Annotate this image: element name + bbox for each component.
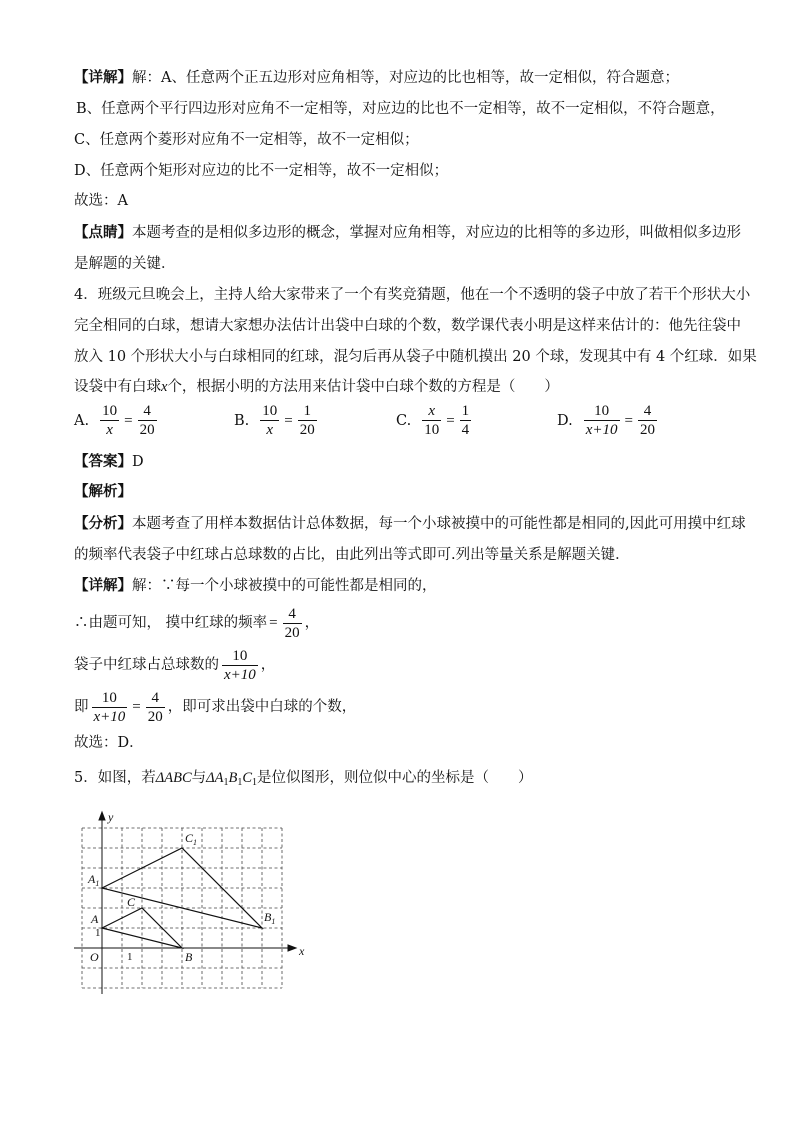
equals-sign: = (124, 412, 133, 429)
denominator: 20 (139, 422, 155, 438)
stem-text: 是位似图形，则位似中心的坐标是（ ） (257, 770, 533, 786)
numerator: 4 (643, 403, 652, 419)
q3-choice: 故选：A (74, 193, 128, 209)
point-a1-label (87, 872, 99, 888)
q4-option-c (396, 402, 474, 439)
subscript: 1 (237, 777, 243, 788)
label-letter: B (264, 910, 272, 924)
fraction (260, 402, 279, 439)
stem-text: 与 (191, 770, 207, 786)
freq-fraction (283, 605, 302, 642)
num-text: x (428, 403, 436, 419)
detail-tag: 【详解】 (74, 70, 132, 86)
q5-stem (74, 768, 533, 793)
option-label: A. (74, 412, 90, 429)
denominator: 4 (461, 422, 470, 438)
q4-option-b (234, 402, 320, 439)
den-text: x (106, 422, 113, 438)
detail-text: ，即可求出袋中白球的个数， (167, 699, 357, 715)
q4-answer (74, 452, 144, 472)
x-tick-1: 1 (127, 951, 133, 963)
numerator: 10 (262, 403, 278, 419)
numerator: 4 (151, 689, 159, 706)
x-axis-label: x (299, 944, 305, 958)
y-axis-arrow (99, 812, 105, 820)
stem-text: 5．如图，若 (74, 770, 156, 786)
equals-sign: = (446, 412, 455, 429)
eq-right-fraction (146, 689, 165, 726)
triangle-abc: ΔABC (155, 770, 192, 786)
fraction (138, 402, 157, 439)
q4-stem-3: 放入 10 个形状大小与白球相同的红球，混匀后再从袋子中随机摸出 20 个球，发现其中有 4 个红球．如果 (74, 349, 757, 365)
answer-value: D (132, 454, 144, 470)
detail-text: ∴由题可知， 摸中红球的频率 (74, 615, 268, 631)
q4-detail-4 (74, 687, 356, 727)
detail-tag: 【详解】 (74, 578, 132, 594)
y-tick-1: 1 (95, 927, 101, 939)
q4-stem-4 (74, 377, 559, 397)
point-c1-label (185, 831, 197, 847)
denominator: 20 (299, 422, 315, 438)
delta-symbol: Δ (206, 770, 215, 786)
detail-text: 解：∵每一个小球被摸中的可能性都是相同的， (132, 578, 437, 594)
detail-text: 袋子中红球占总球数的 (74, 657, 219, 673)
denominator (100, 420, 119, 439)
q4-stem-1: 4．班级元旦晚会上，主持人给大家带来了一个有奖竞猜题，他在一个不透明的袋子中放了若干个形状大小 (74, 287, 751, 303)
den-text: x+10 (93, 708, 126, 725)
numerator (422, 402, 441, 420)
subscript: 1 (223, 777, 229, 788)
q4-fenxi-2: 的频率代表袋子中红球占总球数的占比，由此列出等式即可.列出等量关系是解题关键． (74, 547, 630, 563)
label-sub: 1 (95, 879, 100, 888)
ratio-fraction (222, 647, 258, 684)
detail-text: 即 (74, 699, 89, 715)
comment-text: 本题考查的是相似多边形的概念，掌握对应角相等，对应边的比相等的多边形，叫做相似多边形 (132, 225, 741, 241)
eq-left-fraction (92, 689, 128, 726)
fraction (100, 402, 119, 439)
q3-option-b: B、任意两个平行四边形对应角不一定相等，对应边的比也不一定相等，故不一定相似，不符合题意， (76, 101, 725, 117)
fraction (298, 402, 317, 439)
denominator: 20 (284, 624, 300, 641)
q4-detail-1 (74, 576, 437, 596)
denominator: 10 (424, 422, 440, 438)
stem-text: 个，根据小明的方法用来估计袋中白球个数的方程是（ ） (167, 379, 559, 395)
q3-comment-2: 是解题的关键． (74, 256, 176, 272)
den-text: x+10 (585, 422, 618, 438)
q4-stem-2: 完全相同的白球，想请大家想办法估计出袋中白球的个数，数学课代表小明是这样来估计的：他先往袋中 (74, 318, 741, 334)
fraction (460, 402, 472, 439)
equals-sign: = (624, 412, 633, 429)
equals-sign: = (269, 615, 278, 631)
triangle-a1b1c1: $\Delta A_1B_1C_1$ (206, 770, 258, 788)
point-b1-label (264, 910, 275, 926)
point-c-label: C (127, 895, 136, 909)
label-sub: 1 (271, 917, 276, 926)
denominator (222, 665, 258, 684)
numerator: 1 (461, 403, 470, 419)
fraction (422, 402, 441, 439)
den-text: x (266, 422, 274, 438)
label-letter: C (185, 831, 194, 845)
q4-detail-2 (74, 603, 319, 643)
option-label: C. (396, 412, 412, 429)
q4-option-a (74, 402, 160, 439)
den-text: x+10 (224, 666, 256, 683)
denominator (92, 707, 128, 726)
point-a-label: A (91, 912, 99, 926)
comment-tag: 【点睛】 (74, 225, 132, 241)
subscript: 1 (252, 777, 258, 788)
numerator: 1 (303, 403, 311, 419)
denominator (584, 420, 620, 439)
answer-tag: 【答案】 (74, 454, 132, 470)
label-sub: 1 (193, 838, 198, 847)
x-axis-arrow (288, 945, 296, 951)
numerator: 4 (143, 403, 151, 419)
fraction (584, 402, 620, 439)
labels (87, 810, 305, 964)
numerator: 10 (102, 403, 118, 419)
q4-option-d (557, 402, 660, 439)
origin-label: O (90, 950, 99, 964)
fenxi-text: 本题考查了用样本数据估计总体数据，每一个小球被摸中的可能性都是相同的,因此可用摸中红球 (132, 516, 746, 532)
fraction (638, 402, 657, 439)
denominator (260, 420, 279, 439)
numerator: 10 (101, 689, 117, 706)
q4-choice: 故选：D． (74, 735, 144, 751)
fenxi-tag: 【分析】 (74, 516, 132, 532)
equals-sign: = (132, 699, 141, 715)
equals-sign: = (284, 412, 293, 429)
q4-analysis-tag (74, 482, 132, 502)
q3-option-c: C、任意两个菱形对应角不一定相等，故不一定相似； (74, 132, 419, 148)
numerator: 10 (232, 647, 248, 664)
option-label: B. (234, 412, 250, 429)
detail-text: 解：A、任意两个正五边形对应角相等，对应边的比也相等，故一定相似，符合题意； (132, 70, 679, 86)
y-axis-label: y (108, 810, 114, 824)
comma: ， (260, 657, 276, 673)
stem-text: 设袋中有白球 (74, 379, 161, 395)
coordinate-figure (70, 808, 310, 996)
comma: ， (304, 615, 320, 631)
label-letter: A (88, 872, 96, 886)
q4-detail-3 (74, 645, 275, 685)
analysis-tag: 【解析】 (74, 484, 132, 500)
option-label: D. (557, 412, 573, 429)
q4-fenxi-1 (74, 514, 746, 534)
denominator: 20 (639, 422, 655, 438)
q3-option-d: D、任意两个矩形对应边的比不一定相等，故不一定相似； (74, 163, 449, 179)
var-x: x (161, 379, 168, 395)
numerator: 10 (594, 403, 610, 419)
q3-comment-1 (74, 223, 741, 243)
denominator: 20 (147, 708, 163, 725)
point-b-label: B (185, 950, 193, 964)
q3-detail-a (74, 68, 679, 88)
numerator: 4 (288, 605, 296, 622)
